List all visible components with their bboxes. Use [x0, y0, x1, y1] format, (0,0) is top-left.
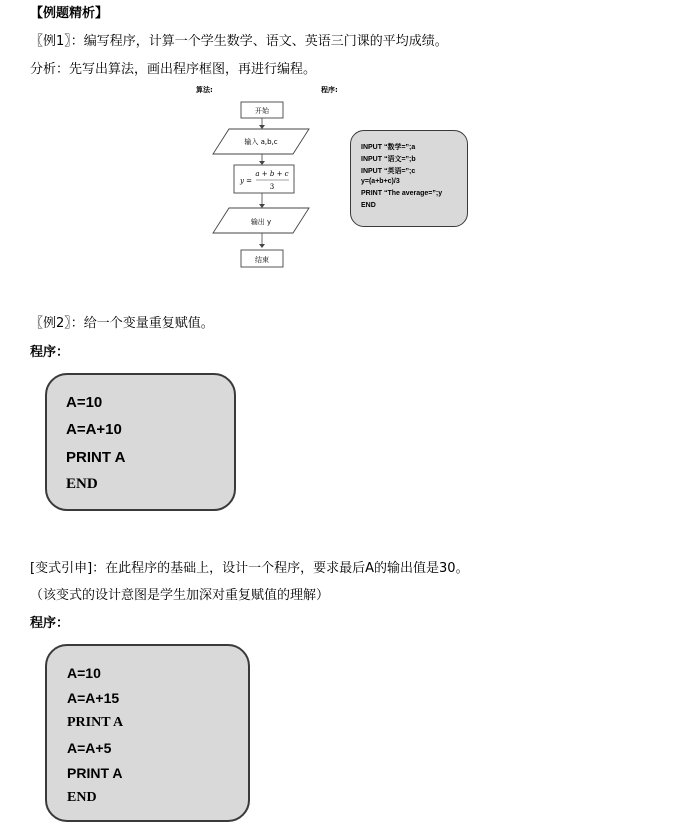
- example-2-program-box: [45, 373, 236, 511]
- flow-formula-numerator: a + b + c: [255, 170, 289, 178]
- flow-input-text: 输入 a,b,c: [244, 138, 278, 146]
- variant-program-line: A=A+15: [67, 690, 120, 706]
- example-1-analysis: 分析：先写出算法，画出程序框图，再进行编程。: [30, 62, 317, 77]
- ex1-program-line: INPUT “数学=”;a: [361, 144, 416, 151]
- ex1-program-line: INPUT “语文=”;b: [361, 156, 416, 163]
- variant-program-line: A=A+5: [67, 740, 112, 756]
- ex1-program-line: END: [361, 202, 376, 209]
- ex1-program-line: PRINT “The average=”;y: [361, 190, 443, 197]
- ex2-program-line: A=A+10: [66, 421, 122, 438]
- variant-program-line: END: [67, 790, 97, 805]
- program-label-small: 程序:: [321, 86, 338, 94]
- flow-end-text: 结束: [255, 256, 269, 264]
- variant-title: [变式引申]：在此程序的基础上，设计一个程序，要求最后A的输出值是30。: [30, 561, 469, 576]
- example-2-title: 〖例2〗：给一个变量重复赋值。: [30, 316, 214, 331]
- flow-output-text: 输出 y: [250, 218, 272, 226]
- variant-program-line: A=10: [67, 665, 101, 681]
- example-1-program-box: [350, 130, 468, 227]
- ex1-program-line: y=(a+b+c)/3: [361, 178, 400, 185]
- flow-start-text: 开始: [255, 107, 269, 115]
- variant-program-line: PRINT A: [67, 765, 123, 781]
- flow-formula-lhs: y =: [240, 177, 253, 185]
- variant-program-line: PRINT A: [67, 715, 124, 730]
- variant-program-box: [45, 644, 250, 822]
- variant-note: （该变式的设计意图是学生加深对重复赋值的理解）: [30, 588, 330, 603]
- algorithm-label: 算法:: [196, 86, 213, 94]
- flow-formula-denominator: 3: [269, 183, 275, 191]
- ex2-program-line: PRINT A: [66, 449, 126, 466]
- ex2-program-line: A=10: [66, 394, 103, 411]
- ex2-program-line: END: [66, 476, 98, 492]
- example-2-program-label: 程序：: [30, 345, 70, 360]
- example-1-title: 〖例1〗：编写程序，计算一个学生数学、语文、英语三门课的平均成绩。: [30, 34, 448, 49]
- ex1-program-line: INPUT “英语=”;c: [361, 168, 416, 175]
- section-header: 【例题精析】: [30, 6, 109, 21]
- variant-program-label: 程序：: [30, 616, 70, 631]
